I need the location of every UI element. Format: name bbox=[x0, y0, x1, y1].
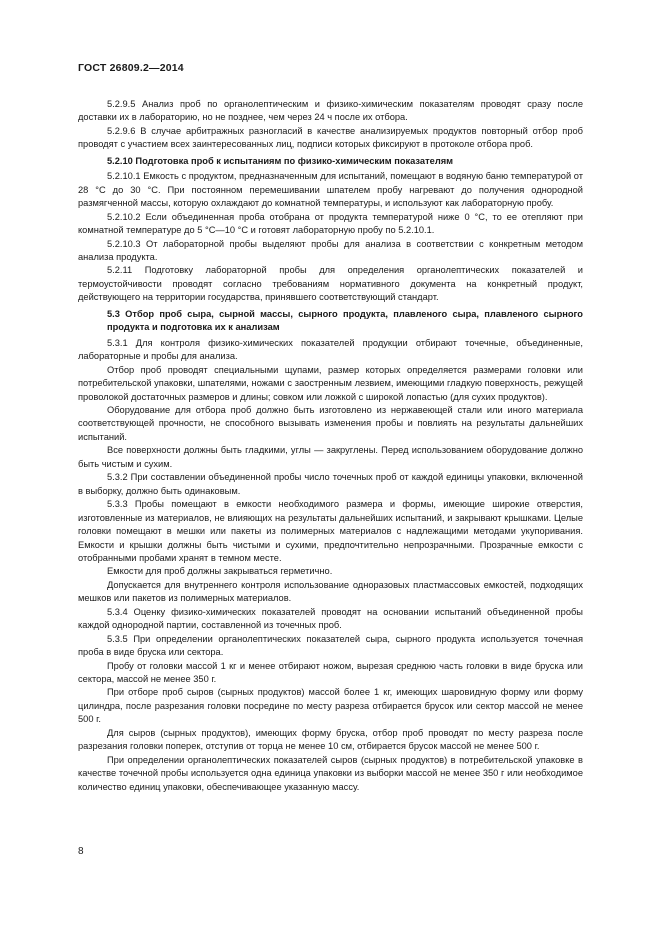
paragraph-5-2-11: 5.2.11 Подготовку лабораторной пробы для определения органолептических показателей и термоустойчивости проводят согласно требованиям нормативного документа на конкретный продукт, действующего на территории государства, принявшего соответствующий стандарт. bbox=[78, 265, 583, 303]
paragraph-5-2-9-5: 5.2.9.5 Анализ проб по органолептическим и физико-химическим показателям проводят сразу после доставки их в лабораторию, но не позднее, чем через 24 ч после их отбора. bbox=[78, 99, 583, 123]
section-heading-5-3: 5.3 Отбор проб сыра, сырной массы, сырного продукта, плавленого сыра, плавленого сырного продукта и подготовка их к анализам bbox=[107, 308, 583, 333]
document-header: ГОСТ 26809.2—2014 bbox=[78, 62, 184, 74]
paragraph: Пробу от головки массой 1 кг и менее отбирают ножом, вырезая среднюю часть головки в виде бруска или сектора, массой не менее 350 г. bbox=[78, 660, 583, 685]
paragraph: Для сыров (сырных продуктов), имеющих форму бруска, отбор проб проводят по месту разреза после разрезания головки поперек, отступив от торца не менее 10 см, отбирается брусок массой не менее 500 г. bbox=[78, 727, 583, 752]
page-number: 8 bbox=[78, 846, 84, 857]
paragraph: Емкости для проб должны закрываться герметично. bbox=[107, 566, 333, 577]
paragraph: Оборудование для отбора проб должно быть изготовлено из нержавеющей стали или иного материала соответствующей прочности, не способного вызывать изменения пробы и повлиять на результаты дальнейших испытаний. bbox=[78, 404, 583, 442]
paragraph-5-2-10-3: 5.2.10.3 От лабораторной пробы выделяют пробы для анализа в соответствии с конкретным методом анализа продукта. bbox=[78, 238, 583, 262]
paragraph: Отбор проб проводят специальными щупами, размер которых определяется размерами головки или потребительской упаковки, шпателями, ножами с заостренным лезвием, имеющими гладкую поверхность, режущей проволокой достаточных размеров и длины; совком или ложкой с широкой лопастью (для сухих продуктов). bbox=[78, 364, 583, 402]
paragraph: При определении органолептических показателей сыров (сырных продуктов) в потребительской упаковке в качестве точечной пробы используется одна единица упаковки из выборки массой не менее 350 г или необходимое количество единиц упаковки, обеспечивающее указанную массу. bbox=[78, 754, 583, 792]
paragraph: Все поверхности должны быть гладкими, углы — закруглены. Перед использованием оборудование должно быть чистым и сухим. bbox=[78, 445, 583, 469]
paragraph-5-3-4: 5.3.4 Оценку физико-химических показателей проводят на основании испытаний объединенной пробы каждой однородной партии, составленной из точечных проб. bbox=[78, 606, 583, 631]
paragraph-5-3-2: 5.3.2 При составлении объединенной пробы число точечных проб от каждой единицы упаковки, включенной в выборку, должно быть одинаковым. bbox=[78, 472, 583, 496]
document-body bbox=[78, 98, 583, 794]
paragraph-5-3-5: 5.3.5 При определении органолептических показателей сыра, сырного продукта используется точечная проба в виде бруска или сектора. bbox=[78, 633, 583, 658]
paragraph-5-2-9-6: 5.2.9.6 В случае арбитражных разногласий в качестве анализируемых продуктов повторный отбор проб проводят с участием всех заинтересованных лиц, подписи которых фиксируют в протоколе отбора проб. bbox=[78, 125, 583, 150]
paragraph-5-3-3: 5.3.3 Пробы помещают в емкости необходимого размера и формы, имеющие широкие отверстия, изготовленные из материалов, не влияющих на результаты дальнейших испытаний, и закрывают крышками. Целые головки помещают в мешки или пакеты из полимерных материалов с надлежащими методами укупоривания. Емкости и крышки должны быть чистыми и сухими, предпочтительно непрозрачными. Прозрачные емкости с отобранными пробами хранят в темном месте. bbox=[78, 499, 583, 563]
paragraph-5-2-10-1: 5.2.10.1 Емкость с продуктом, предназначенным для испытаний, помещают в водяную баню температурой от 28 °C до 30 °C. При постоянном перемешивании шпателем пробу нагревают до получения однородной размягченной массы, которую охлаждают до комнатной температуры, и используют как лабораторную пробу. bbox=[78, 171, 583, 209]
section-heading-5-2-10: 5.2.10 Подготовка проб к испытаниям по физико-химическим показателям bbox=[107, 155, 454, 166]
paragraph-5-2-10-2: 5.2.10.2 Если объединенная проба отобрана от продукта температурой ниже 0 °C, то ее отепляют при комнатной температуре до 5 °C—10 °C и готовят лабораторную пробу по 5.2.10.1. bbox=[78, 211, 583, 236]
paragraph: Допускается для внутреннего контроля использование одноразовых пластмассовых емкостей, подходящих мешков или пакетов из полимерных материалов. bbox=[78, 579, 583, 604]
paragraph-5-3-1: 5.3.1 Для контроля физико-химических показателей продукции отбирают точечные, объединенные, лабораторные и пробы для анализа. bbox=[78, 337, 583, 362]
paragraph: При отборе проб сыров (сырных продуктов) массой более 1 кг, имеющих шаровидную форму или форму цилиндра, после разрезания головки посредине по месту разреза отбирается брусок или сектор массой не менее 500 г. bbox=[78, 687, 583, 725]
